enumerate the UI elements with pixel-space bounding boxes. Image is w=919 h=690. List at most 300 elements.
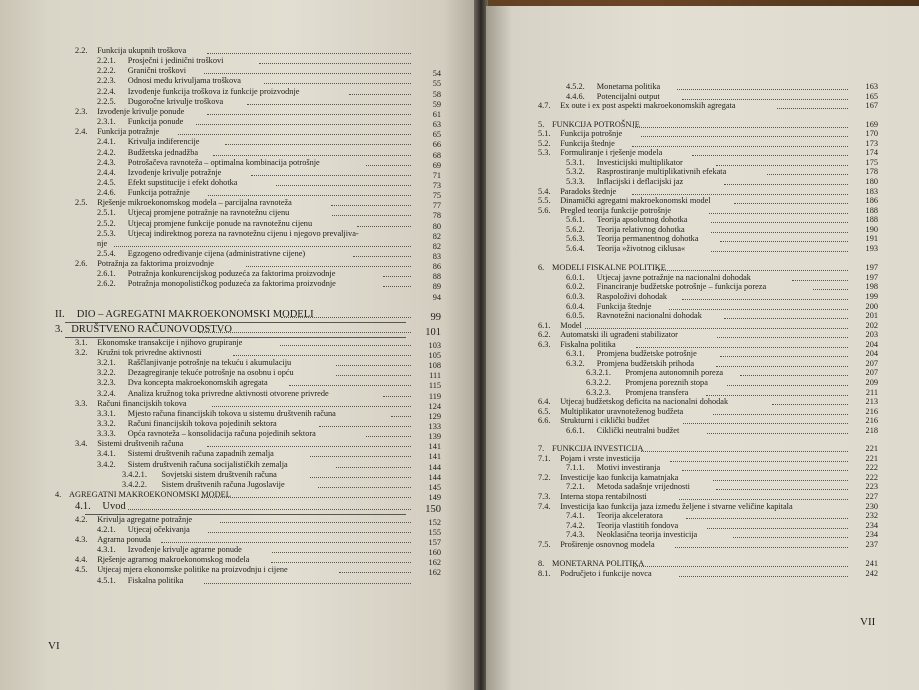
toc-title: Dinamički agregatni makroekonomski model: [560, 196, 711, 206]
toc-number: 5.3.1.: [566, 157, 585, 167]
toc-page-number: 162: [428, 568, 441, 578]
toc-entry: [538, 101, 878, 111]
toc-page-number: 105: [428, 350, 441, 360]
toc-entry: [75, 576, 441, 586]
toc-title: Izvođenje krivulje agrarne ponude: [127, 545, 242, 555]
toc-leader-dots: [264, 76, 411, 84]
toc-entry: [75, 389, 441, 399]
toc-entry: [538, 416, 878, 426]
toc-number: 4.3.: [75, 534, 88, 544]
toc-number: 2.2.4.: [97, 86, 116, 96]
toc-number: 5.6.3.: [566, 234, 585, 244]
toc-number: 5.5.: [538, 196, 551, 206]
toc-number: 4.4.6.: [566, 91, 585, 101]
page-folio: VII: [860, 616, 876, 628]
toc-title: Interna stopa rentabilnosti: [560, 492, 647, 501]
toc-title: Granični troškovi: [127, 66, 187, 76]
toc-title: Mjesto računa financijskih tokova u sistemu društvenih računa: [127, 408, 336, 418]
toc-entry: [75, 460, 441, 470]
toc-page-number: 68: [432, 150, 441, 160]
toc-page-number: 216: [865, 416, 878, 426]
toc-page-number: 149: [428, 493, 441, 502]
toc-entry: [538, 206, 878, 216]
toc-title: Investicija kao funkcija jaza između željene i stvarne veličine kapitala: [560, 501, 793, 511]
toc-title: Sistemi društvenih računa zapadnih zemalja: [127, 449, 274, 459]
toc-leader-dots: [679, 569, 848, 577]
toc-number: II.: [55, 308, 65, 320]
toc-page-number: 237: [865, 539, 878, 549]
toc-entry: [75, 565, 441, 578]
toc-leader-dots: [246, 259, 411, 267]
toc-page-number: 204: [865, 349, 878, 359]
toc-title: Monetarna politika: [596, 82, 661, 91]
toc-page-number: 160: [428, 548, 441, 558]
toc-entry: [75, 338, 441, 348]
toc-title: Investicije kao funkcija kamatnjaka: [560, 472, 679, 482]
toc-leader-dots: [724, 311, 848, 319]
toc-entry: [538, 340, 878, 350]
toc-number: 6.3.2.2.: [586, 377, 611, 387]
toc-page-number: 202: [865, 320, 878, 330]
toc-leader-dots: [677, 82, 848, 90]
toc-leader-dots: [251, 168, 411, 176]
toc-page-number: 174: [865, 148, 878, 158]
toc-number: 8.1.: [538, 568, 551, 578]
toc-page-number: 207: [865, 368, 878, 378]
toc-page-number: 133: [428, 421, 441, 431]
toc-title: Teorija relativnog dohotka: [596, 224, 685, 234]
toc-entry: [75, 229, 441, 239]
toc-page-number: 63: [432, 120, 441, 130]
toc-leader-dots: [161, 535, 411, 543]
toc-number: 3.4.2.: [97, 459, 116, 469]
toc-leader-dots: [633, 559, 849, 567]
toc-title: Strukturni i ciklički budžet: [560, 416, 650, 426]
toc-entry: [75, 56, 441, 66]
toc-entry: [538, 473, 878, 483]
toc-leader-dots: [777, 101, 848, 109]
toc-entry: [538, 273, 878, 283]
toc-number: 3.2.4.: [97, 388, 116, 398]
toc-number: 7.4.: [538, 501, 551, 511]
toc-entry: [538, 225, 878, 235]
toc-page-number: 193: [865, 243, 878, 253]
toc-entry: [55, 324, 441, 339]
toc-page-number: 157: [428, 537, 441, 547]
toc-page-number: 86: [432, 262, 441, 272]
toc-title: Ex oute i ex post aspekti makroekonomskih agregata: [560, 101, 736, 111]
toc-entry: [75, 198, 441, 211]
toc-page-number: 150: [425, 504, 441, 516]
toc-title: AGREGATNI MAKROEKONOMSKI MODEL: [69, 490, 231, 499]
toc-page-number: 227: [865, 492, 878, 501]
toc-entry: [538, 148, 878, 158]
toc-number: 2.2.: [75, 46, 88, 55]
toc-page-number: 213: [865, 397, 878, 407]
toc-leader-dots: [353, 249, 411, 257]
toc-leader-dots: [692, 148, 848, 156]
toc-title: MODELI FISKALNE POLITIKE: [552, 263, 666, 273]
toc-title: Opća ravnoteža – konsolidacija računa pojedinih sektora: [127, 429, 316, 439]
toc-page-number: 222: [865, 463, 878, 473]
toc-title: Funkcija štednje: [560, 138, 615, 148]
toc-leader-dots: [332, 208, 411, 216]
toc-entry: [538, 82, 878, 92]
toc-title: Paradoks štednje: [560, 186, 617, 196]
toc-title: Prosječni i jedinični troškovi: [127, 56, 224, 66]
toc-title: nje: [97, 238, 108, 248]
toc-leader-dots: [247, 97, 411, 105]
toc-number: 2.4.1.: [97, 137, 116, 147]
toc-title: Fiskalna politika: [560, 339, 616, 349]
toc-entry: [75, 208, 441, 221]
toc-number: 6.6.: [538, 416, 551, 426]
toc-entry: [75, 429, 441, 442]
toc-leader-dots: [682, 463, 848, 471]
page-folio: VI: [48, 640, 60, 652]
toc-leader-dots: [706, 388, 848, 396]
toc-title: Agrarna ponuda: [97, 534, 151, 544]
toc-entry: [75, 449, 441, 462]
toc-number: 6.0.3.: [566, 292, 585, 301]
toc-number: 7.1.: [538, 453, 551, 463]
toc-page-number: 242: [865, 568, 878, 578]
toc-page-number: 183: [865, 186, 878, 196]
toc-leader-dots: [711, 225, 848, 233]
toc-entry: [75, 127, 441, 140]
toc-leader-dots: [641, 129, 848, 137]
toc-entry: [538, 215, 878, 225]
toc-entry: [75, 555, 441, 568]
toc-title: Krivulja indiferencije: [127, 137, 200, 147]
toc-number: 2.4.: [75, 127, 88, 137]
toc-leader-dots: [675, 540, 848, 548]
toc-number: 2.5.4.: [97, 249, 116, 258]
toc-number: 6.3.2.1.: [586, 368, 611, 378]
toc-number: 7.: [538, 444, 545, 454]
toc-entry: [538, 444, 878, 454]
toc-title: Teorija »životnog ciklusa«: [596, 243, 686, 253]
toc-entry: [538, 559, 878, 569]
toc-page-number: 145: [428, 482, 441, 492]
toc-leader-dots: [585, 321, 848, 329]
toc-title: Izvođenje funkcija troškova iz funkcije proizvodnje: [127, 86, 300, 96]
toc-leader-dots: [682, 92, 848, 100]
toc-page-number: 173: [865, 138, 878, 148]
toc-entry: [538, 282, 878, 292]
toc-leader-dots: [366, 429, 411, 437]
toc-page-number: 221: [865, 453, 878, 463]
toc-title: Promjena autonomnih poreza: [625, 368, 724, 378]
toc-leader-dots: [711, 215, 848, 223]
toc-title: Dva koncepta makroekonomskih agregata: [127, 378, 268, 388]
toc-entry: [538, 120, 878, 130]
right-page: [486, 6, 919, 690]
toc-number: 2.6.: [75, 259, 88, 269]
toc-page-number: 230: [865, 501, 878, 511]
toc-number: 2.2.1.: [97, 56, 116, 66]
toc-title: FUNKCIJA POTROŠNJE: [552, 119, 640, 129]
toc-entry: [538, 530, 878, 540]
toc-number: 3.2.1.: [97, 358, 116, 368]
toc-leader-dots: [669, 302, 848, 310]
toc-entry: [75, 419, 441, 429]
toc-leader-dots: [632, 187, 848, 195]
toc-number: 2.5.2.: [97, 218, 116, 228]
toc-entry: [75, 290, 441, 300]
toc-number: 2.2.2.: [97, 66, 116, 76]
toc-entry: [538, 92, 878, 102]
toc-leader-dots: [207, 439, 411, 447]
toc-leader-dots: [207, 46, 411, 54]
toc-number: 3.2.: [75, 347, 88, 357]
toc-entry: [75, 279, 441, 292]
toc-number: 3.3.2.: [97, 418, 116, 428]
toc-number: 5.6.1.: [566, 215, 585, 225]
toc-title: Motivi investiranja: [596, 463, 661, 473]
toc-number: 2.2.3.: [97, 76, 116, 86]
toc-title: Efekt supstitucije i efekt dohotka: [127, 177, 238, 187]
toc-leader-dots: [349, 87, 411, 95]
toc-number: 5.3.: [538, 148, 551, 158]
toc-number: 6.3.1.: [566, 349, 585, 359]
toc-title: Promjena poreznih stopa: [625, 377, 708, 387]
toc-leader-dots: [711, 244, 848, 252]
toc-page-number: 66: [432, 140, 441, 150]
toc-number: 6.0.1.: [566, 272, 585, 282]
toc-entry: [75, 117, 441, 130]
toc-page-number: 207: [865, 358, 878, 368]
toc-number: 6.0.5.: [566, 311, 585, 321]
toc-page-number: 119: [428, 391, 441, 401]
toc-entry: [538, 492, 878, 502]
toc-page-number: 241: [865, 559, 878, 569]
toc-leader-dots: [319, 419, 411, 427]
toc-entry: [75, 87, 441, 97]
toc-title: Ravnotežni nacionalni dohodak: [596, 311, 702, 321]
toc-page-number: 197: [865, 263, 878, 273]
toc-leader-dots: [280, 338, 411, 346]
toc-leader-dots: [717, 330, 848, 338]
toc-leader-dots: [713, 473, 848, 481]
toc-entry: [75, 358, 441, 371]
toc-entry: [75, 148, 441, 158]
toc-leader-dots: [318, 480, 411, 488]
toc-title: Promjena budžetskih prihoda: [596, 358, 695, 368]
toc-leader-dots: [201, 490, 412, 498]
toc-title: Raščlanjivanje potrošnje na tekuću i akumulaciju: [127, 358, 292, 368]
toc-entry: [75, 219, 441, 229]
toc-page-number: 201: [865, 311, 878, 321]
toc-title: Dezagregiranje tekuće potrošnje na osobnu i opću: [127, 368, 294, 378]
toc-leader-dots: [310, 470, 411, 478]
toc-page-number: 170: [865, 129, 878, 139]
toc-title: Izvođenje krivulje potražnje: [127, 167, 222, 177]
toc-title: Funkcija potražnje: [127, 188, 190, 198]
toc-leader-dots: [259, 56, 411, 64]
toc-entry: [75, 158, 441, 168]
toc-page-number: 94: [432, 292, 441, 302]
toc-entry: [75, 368, 441, 381]
toc-number: 5.3.3.: [566, 176, 585, 186]
toc-number: 2.3.: [75, 106, 88, 116]
toc-title: Sovjetski sistem društvenih računa: [161, 469, 277, 479]
toc-number: 6.4.: [538, 397, 551, 407]
toc-number: 2.4.6.: [97, 188, 116, 198]
toc-title: Funkcija potrošnje: [560, 129, 623, 139]
toc-entry: [538, 177, 878, 187]
toc-leader-dots: [813, 282, 848, 290]
toc-page-number: 165: [865, 91, 878, 101]
toc-page-number: 155: [428, 527, 441, 537]
toc-leader-dots: [686, 511, 848, 519]
toc-leader-dots: [204, 66, 411, 74]
toc-leader-dots: [204, 576, 411, 584]
toc-page-number: 175: [865, 157, 878, 167]
toc-entry: [538, 397, 878, 407]
toc-title: Rješenje agrarnog makroekonomskog modela: [97, 555, 250, 565]
toc-entry: [538, 263, 878, 273]
toc-leader-dots: [357, 219, 411, 227]
toc-title: Formuliranje i rješenje modela: [560, 148, 663, 158]
toc-number: 5.6.: [538, 205, 551, 215]
toc-entry: [75, 66, 441, 79]
toc-page-number: 69: [432, 160, 441, 170]
toc-leader-dots: [208, 188, 411, 196]
toc-title: Kružni tok privredne aktivnosti: [97, 347, 202, 357]
toc-page-number: 221: [865, 444, 878, 454]
toc-title: Teorija vlastitih fondova: [596, 520, 679, 530]
toc-entry: [75, 46, 441, 56]
toc-number: 8.: [538, 559, 545, 569]
toc-title: MONETARNA POLITIKA: [552, 559, 645, 569]
toc-page-number: 218: [865, 425, 878, 435]
toc-number: 5.2.: [538, 138, 551, 148]
toc-leader-dots: [196, 117, 411, 125]
toc-page-number: 211: [865, 387, 878, 397]
toc-entry: [538, 540, 878, 550]
toc-title: Model: [560, 320, 582, 330]
toc-entry: [538, 521, 878, 531]
toc-title: Potražnja monopolističkog poduzeća za faktorima proizvodnje: [127, 279, 336, 289]
toc-page-number: 222: [865, 472, 878, 482]
toc-entry: [75, 178, 441, 188]
toc-number: 6.1.: [538, 320, 551, 330]
toc-number: 2.6.1.: [97, 269, 116, 279]
toc-leader-dots: [336, 368, 411, 376]
toc-entry: [55, 490, 441, 502]
toc-leader-dots: [633, 120, 849, 128]
toc-number: 7.2.: [538, 472, 551, 482]
toc-page-number: 200: [865, 301, 878, 311]
toc-number: 2.4.3.: [97, 157, 116, 167]
toc-leader-dots: [658, 263, 848, 271]
toc-page-number: 186: [865, 196, 878, 206]
toc-title: Utjecaj očekivanja: [127, 524, 190, 534]
toc-leader-dots: [724, 177, 848, 185]
toc-entry: [538, 569, 878, 579]
toc-page-number: 144: [428, 472, 441, 482]
toc-page-number: 89: [432, 282, 441, 292]
toc-entry: [538, 454, 878, 464]
toc-number: 6.2.: [538, 330, 551, 340]
toc-leader-dots: [713, 407, 848, 415]
toc-leader-dots: [383, 389, 411, 397]
toc-page-number: 103: [428, 340, 441, 350]
toc-page-number: 115: [428, 381, 441, 391]
toc-number: 2.4.5.: [97, 177, 116, 187]
toc-entry: [538, 502, 878, 512]
toc-title: Područjeto i funkcije novca: [560, 568, 652, 578]
toc-page-number: 162: [428, 558, 441, 568]
toc-number: 3.4.2.1.: [122, 469, 147, 479]
toc-number: 3.: [55, 324, 63, 336]
toc-title: Egzogeno određivanje cijena (administrativne cijene): [127, 249, 306, 258]
toc-page-number: 71: [432, 170, 441, 180]
toc-title: DRUŠTVENO RAČUNOVODSTVO: [71, 324, 232, 336]
toc-leader-dots: [383, 279, 411, 287]
toc-entry: [538, 139, 878, 149]
toc-page-number: 197: [865, 272, 878, 282]
toc-page-number: 101: [425, 327, 441, 339]
toc-entry: [75, 348, 441, 358]
toc-number: 5.: [538, 119, 545, 129]
toc-number: 5.6.2.: [566, 224, 585, 234]
toc-leader-dots: [636, 340, 848, 348]
toc-number: 4.3.1.: [97, 545, 116, 555]
toc-leader-dots: [281, 310, 411, 318]
toc-leader-dots: [767, 167, 848, 175]
toc-entry: [538, 482, 878, 492]
toc-number: 4.4.: [75, 555, 88, 565]
toc-title: Funkcija štednje: [596, 301, 652, 311]
toc-title: Rješenje mikroekonomskog modela – parcijalna ravnoteža: [97, 198, 292, 208]
toc-page-number: 78: [432, 211, 441, 221]
toc-number: 7.1.1.: [566, 463, 585, 473]
toc-number: 6.6.1.: [566, 425, 585, 435]
toc-page-number: 83: [432, 252, 441, 261]
toc-page-number: 169: [865, 119, 878, 129]
toc-title: Multiplikator uravnoteženog budžeta: [560, 406, 684, 416]
toc-entry: [75, 409, 441, 419]
toc-entry: [538, 321, 878, 331]
toc-page-number: 54: [432, 69, 441, 79]
toc-entry: [75, 470, 441, 480]
toc-leader-dots: [128, 502, 411, 510]
toc-entry: [538, 234, 878, 244]
toc-number: 6.0.2.: [566, 282, 585, 292]
toc-number: 7.4.2.: [566, 520, 585, 530]
toc-number: 2.4.2.: [97, 147, 116, 157]
toc-title: Utjecaj budžetskog deficita na nacionalni dohodak: [560, 397, 729, 407]
toc-page-number: 191: [865, 234, 878, 244]
toc-leader-dots: [641, 444, 848, 452]
toc-title: Funkcija potražnje: [97, 127, 160, 137]
toc-entry: [538, 311, 878, 321]
toc-title: Potrošačeva ravnoteža – optimalna kombinacija potrošnje: [127, 157, 320, 167]
toc-entry: [75, 259, 441, 272]
toc-number: 4.5.2.: [566, 82, 585, 91]
toc-leader-dots: [670, 454, 848, 462]
toc-leader-dots: [271, 555, 411, 563]
toc-number: 4.2.: [75, 514, 88, 524]
toc-entry: [538, 330, 878, 340]
toc-page-number: 188: [865, 205, 878, 215]
toc-entry: [75, 269, 441, 282]
toc-page-number: 108: [428, 361, 441, 371]
toc-entry: [538, 187, 878, 197]
toc-title: Izvođenje krivulje ponude: [97, 106, 185, 116]
